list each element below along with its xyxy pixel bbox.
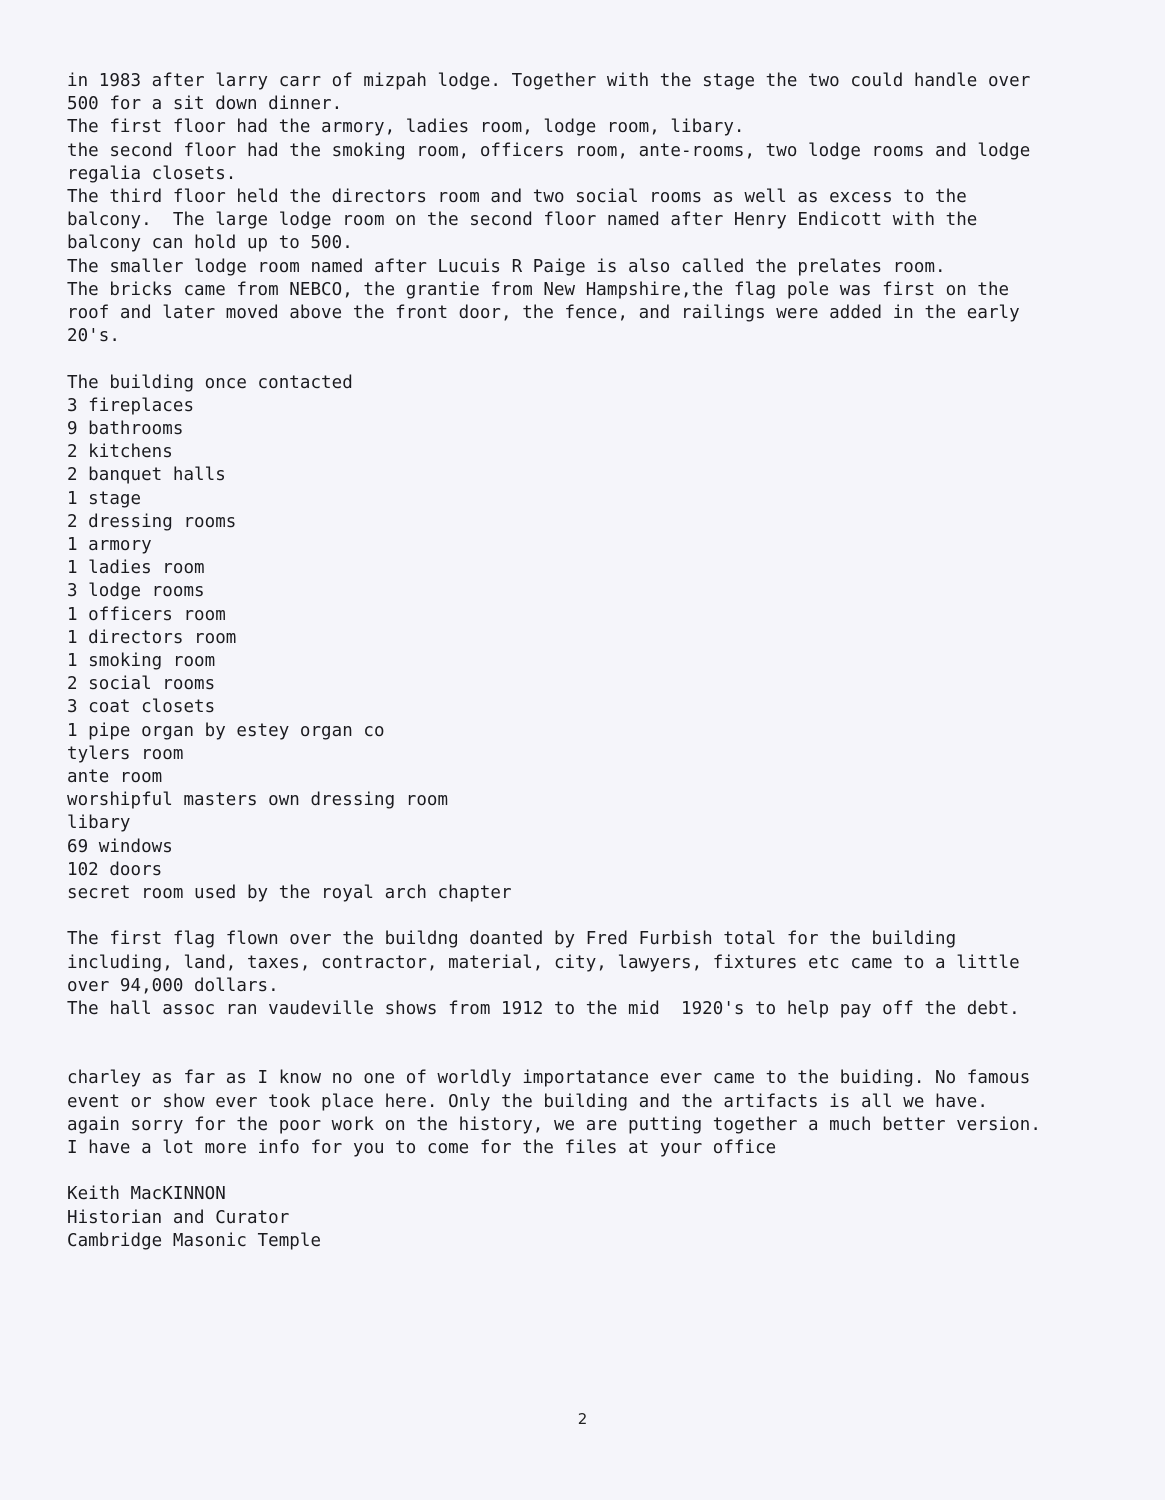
signature-organization: Cambridge Masonic Temple bbox=[67, 1230, 322, 1251]
text-line: balcony. The large lodge room on the second floor named after Henry Endicott with the bbox=[67, 210, 978, 231]
inventory-item: 3 fireplaces bbox=[67, 395, 195, 416]
flag-paragraph bbox=[67, 928, 1107, 1021]
text-line: roof and later moved above the front door, the fence, and railings were added in the early bbox=[67, 303, 1020, 324]
inventory-item: 1 pipe organ by estey organ co bbox=[67, 720, 385, 741]
text-line: The smaller lodge room named after Lucuis R Paige is also called the prelates room. bbox=[67, 256, 946, 277]
inventory-item: 1 stage bbox=[67, 488, 142, 509]
inventory-item: 3 coat closets bbox=[67, 697, 216, 718]
text-line: in 1983 after larry carr of mizpah lodge. Together with the stage the two could handle over bbox=[67, 71, 1031, 91]
text-line: 20's. bbox=[67, 326, 120, 347]
text-line: event or show ever took place here. Only the building and the artifacts is all we have. bbox=[67, 1091, 988, 1112]
page-number: 2 bbox=[577, 1410, 588, 1428]
closing-paragraph bbox=[67, 1067, 1107, 1160]
inventory-item: 2 banquet halls bbox=[67, 465, 226, 486]
inventory-item: secret room used by the royal arch chapter bbox=[67, 883, 512, 904]
inventory-item: 2 kitchens bbox=[67, 442, 173, 463]
signature-title: Historian and Curator bbox=[67, 1207, 290, 1228]
inventory-list bbox=[67, 372, 1107, 906]
text-line: charley as far as I know no one of worldly importatance ever came to the buiding. No famous bbox=[67, 1068, 1031, 1089]
text-line: the second floor had the smoking room, officers room, ante-rooms, two lodge rooms and lodge bbox=[67, 140, 1031, 161]
text-line: again sorry for the poor work on the history, we are putting together a much better version. bbox=[67, 1114, 1041, 1135]
inventory-heading: The building once contacted bbox=[67, 372, 353, 393]
text-line: I have a lot more info for you to come for the files at your office bbox=[67, 1137, 777, 1158]
text-line: The bricks came from NEBCO, the grantie from New Hampshire,the flag pole was first on the bbox=[67, 279, 1010, 300]
inventory-item: 9 bathrooms bbox=[67, 419, 184, 440]
inventory-item: tylers room bbox=[67, 743, 184, 764]
inventory-item: ante room bbox=[67, 767, 163, 788]
inventory-item: 2 dressing rooms bbox=[67, 511, 237, 532]
inventory-item: worshipful masters own dressing room bbox=[67, 790, 449, 811]
text-line: The first flag flown over the buildng doanted by Fred Furbish total for the building bbox=[67, 929, 957, 950]
text-line: balcony can hold up to 500. bbox=[67, 233, 353, 254]
inventory-item: libary bbox=[67, 813, 131, 834]
inventory-item: 2 social rooms bbox=[67, 674, 216, 695]
letter-body bbox=[67, 70, 1107, 1253]
text-line: 500 for a sit down dinner. bbox=[67, 94, 343, 115]
signature-block bbox=[67, 1183, 1107, 1253]
inventory-item: 3 lodge rooms bbox=[67, 581, 205, 602]
intro-paragraph bbox=[67, 70, 1107, 348]
inventory-item: 1 armory bbox=[67, 535, 152, 556]
inventory-item: 1 smoking room bbox=[67, 651, 216, 672]
text-line: over 94,000 dollars. bbox=[67, 975, 279, 996]
signature-name: Keith MacKINNON bbox=[67, 1184, 226, 1205]
text-line: The hall assoc ran vaudeville shows from 1912 to the mid 1920's to help pay off the debt. bbox=[67, 999, 1020, 1020]
inventory-item: 69 windows bbox=[67, 836, 173, 857]
inventory-item: 1 ladies room bbox=[67, 558, 205, 579]
text-line: regalia closets. bbox=[67, 163, 237, 184]
inventory-item: 1 officers room bbox=[67, 604, 226, 625]
text-line: including, land, taxes, contractor, material, city, lawyers, fixtures etc came to a little bbox=[67, 952, 1020, 973]
text-line: The third floor held the directors room and two social rooms as well as excess to the bbox=[67, 187, 967, 208]
inventory-item: 1 directors room bbox=[67, 627, 237, 648]
inventory-item: 102 doors bbox=[67, 859, 163, 880]
text-line: The first floor had the armory, ladies room, lodge room, libary. bbox=[67, 117, 745, 138]
